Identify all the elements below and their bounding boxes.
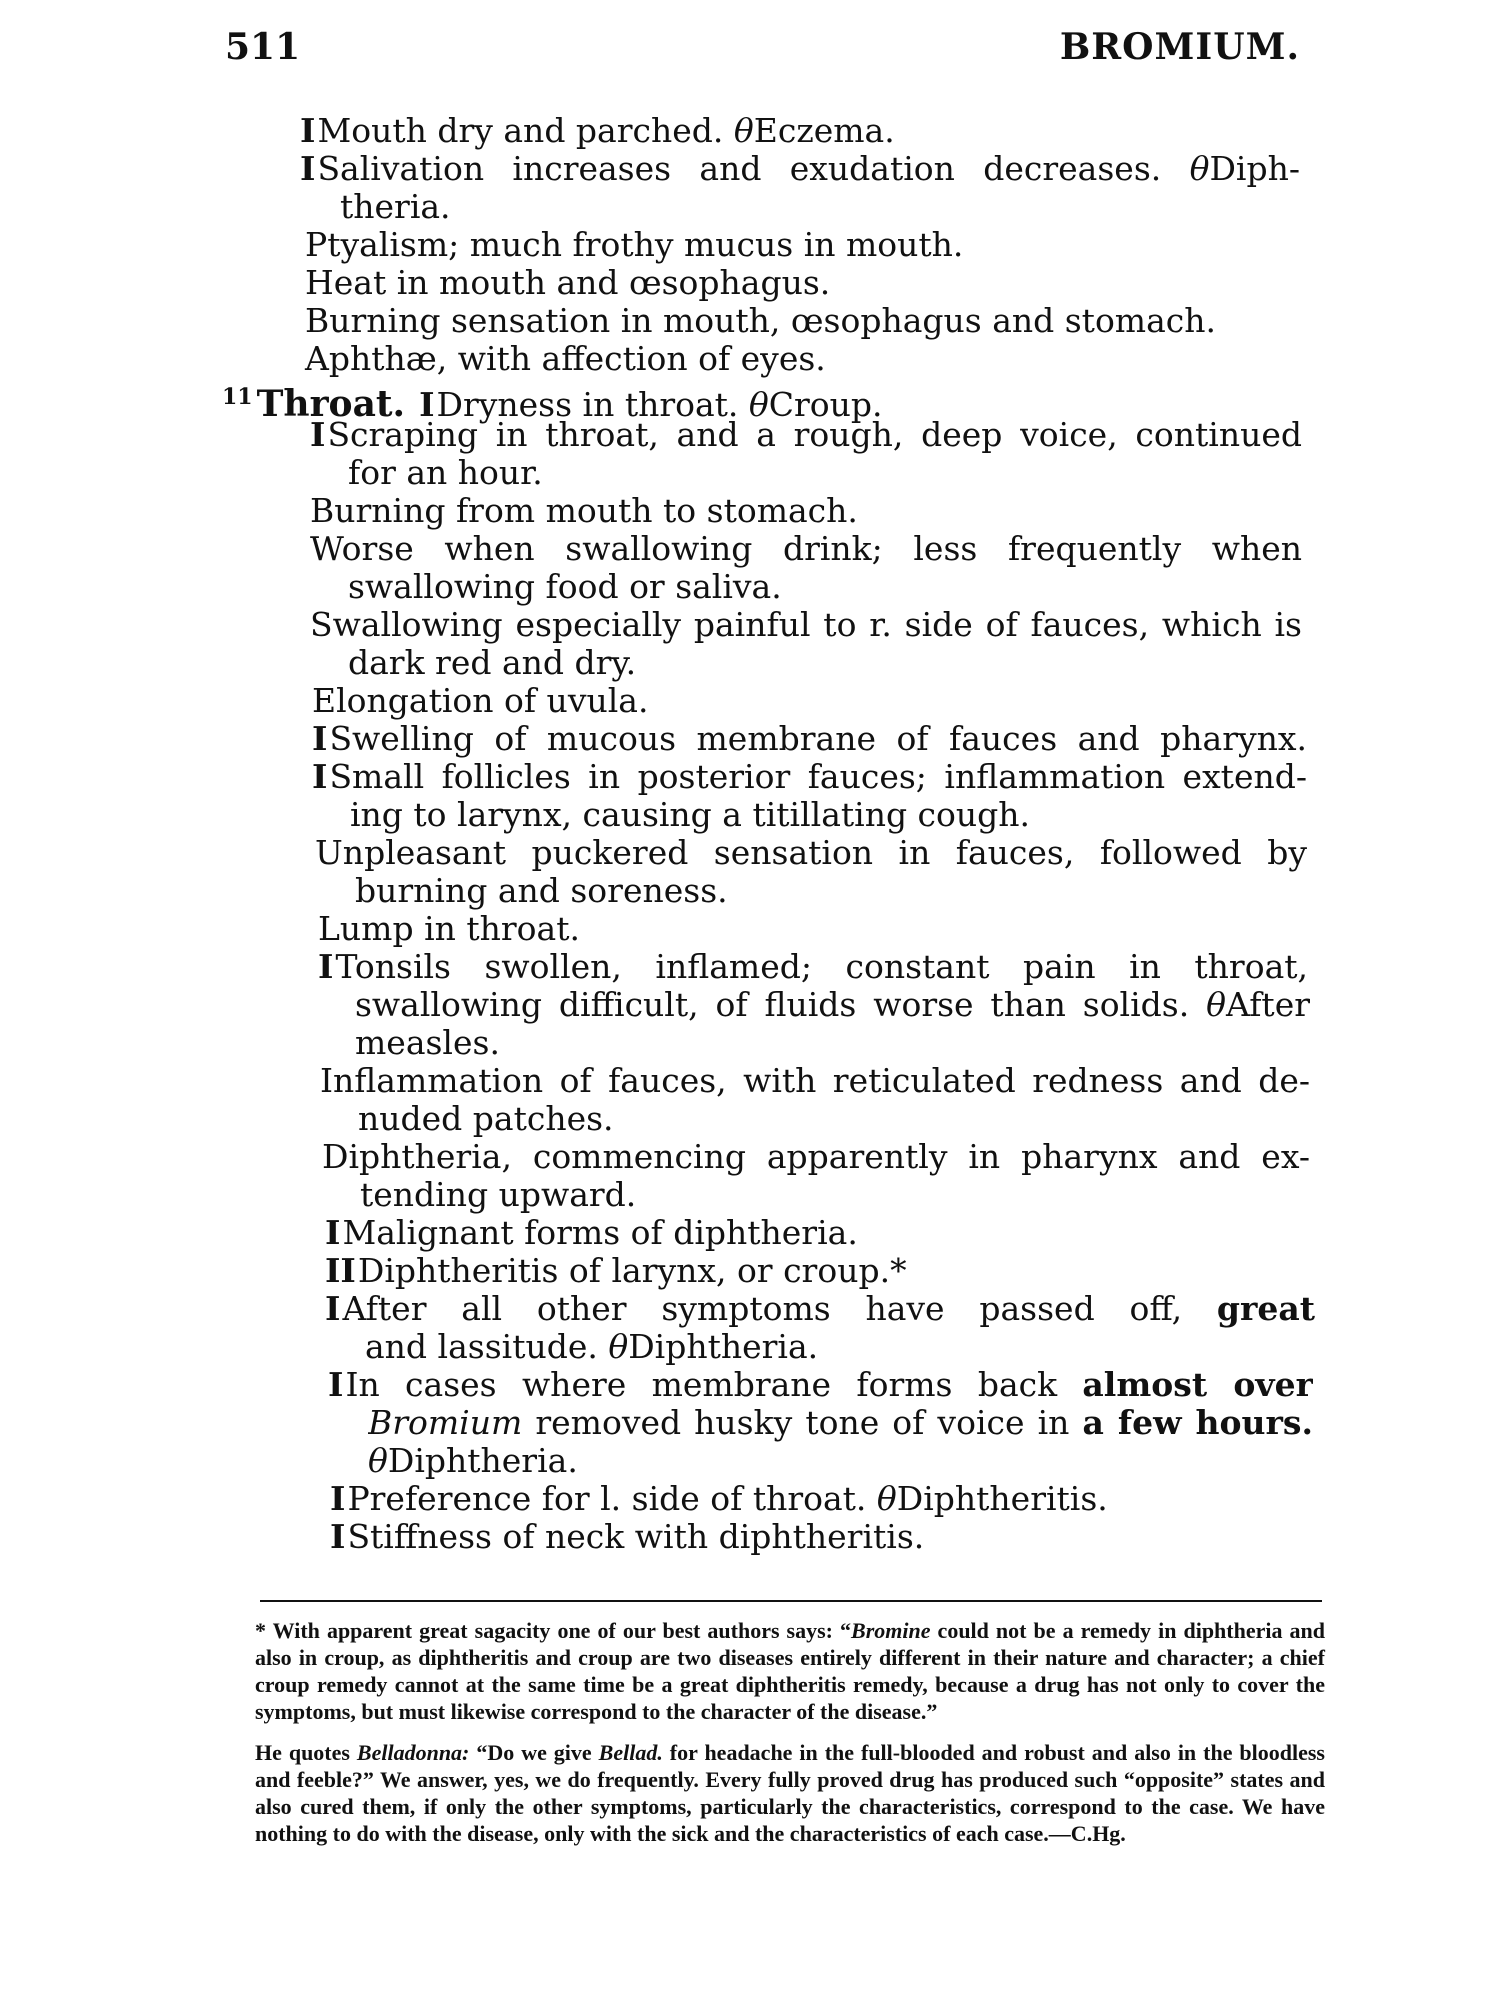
symptom-line-continuation (368, 1442, 578, 1480)
symptom-line-continuation (360, 1176, 636, 1214)
symptom-line (310, 492, 858, 530)
line-text: Tonsils swollen, inflamed; constant pain in throat, (335, 948, 1308, 986)
condition-text: Diph- (1209, 150, 1300, 188)
line-marker: I (325, 1290, 341, 1328)
line-text: Lump in throat. (318, 909, 580, 948)
symptom-line (315, 834, 1307, 872)
symptom-line (312, 720, 1307, 758)
theta-symbol: θ (733, 111, 754, 150)
footnote-text: * With apparent great sagacity one of our best authors says: “ (255, 1618, 852, 1643)
section-number: 11 (222, 384, 253, 410)
line-text: and lassitude. (365, 1327, 609, 1366)
line-text: Mouth dry and parched. (317, 111, 734, 150)
symptom-line-continuation (358, 1100, 614, 1138)
symptom-line-continuation (348, 454, 543, 492)
line-text: tending upward. (360, 1175, 637, 1214)
line-text: Swelling of mucous membrane of fauces and pharynx. (329, 720, 1307, 758)
symptom-line (325, 1214, 858, 1252)
running-head: BROMIUM. (1059, 26, 1300, 68)
line-marker: I (312, 720, 328, 758)
line-marker: II (325, 1251, 356, 1290)
emphasis-text: almost over (1082, 1366, 1313, 1404)
symptom-line-continuation (348, 644, 636, 682)
line-text: removed husky tone of voice in (522, 1404, 1083, 1442)
line-text: Burning sensation in mouth, œsophagus and stomach. (305, 301, 1216, 340)
remedy-name: Bromium (368, 1404, 523, 1442)
theta-symbol: θ (748, 385, 769, 424)
line-text: for an hour. (348, 453, 543, 492)
condition-text: Croup. (768, 385, 883, 424)
line-text: nuded patches. (358, 1099, 614, 1138)
symptom-line (305, 302, 1216, 340)
line-text: Inflammation of fauces, with reticulated redness and de- (320, 1062, 1310, 1100)
line-marker: I (328, 1366, 344, 1404)
theta-symbol: θ (368, 1441, 388, 1480)
line-text: Scraping in throat, and a rough, deep voice, continued (327, 416, 1302, 454)
symptom-line (310, 530, 1302, 568)
line-marker: I (330, 1479, 346, 1518)
condition-text: Eczema. (753, 111, 895, 150)
condition-text: After (1225, 986, 1310, 1024)
footnote-divider (260, 1600, 1322, 1602)
line-text: Malignant forms of diphtheria. (342, 1213, 858, 1252)
theta-symbol: θ (876, 1479, 897, 1518)
line-text: swallowing difficult, of fluids worse than solids. (355, 986, 1207, 1024)
line-text: Stiffness of neck with diphtheritis. (347, 1517, 925, 1556)
symptom-line (305, 264, 830, 302)
symptom-line (318, 910, 580, 948)
page-number: 511 (225, 26, 301, 68)
line-text: Small follicles in posterior fauces; inflammation extend- (329, 758, 1307, 796)
theta-symbol: θ (1189, 150, 1210, 188)
line-marker: I (312, 758, 328, 796)
line-text: burning and soreness. (355, 871, 728, 910)
symptom-line-continuation (368, 1404, 1313, 1442)
emphasis-text: great (1216, 1290, 1315, 1328)
line-text: ing to larynx, causing a titillating cough. (350, 795, 1031, 834)
symptom-line (312, 758, 1307, 796)
theta-symbol: θ (1206, 986, 1226, 1024)
symptom-line (325, 1252, 907, 1290)
symptom-line-continuation (340, 188, 451, 226)
line-text: In cases where membrane forms back (345, 1366, 1083, 1404)
symptom-line (322, 1138, 1310, 1176)
line-text: Dryness in throat. (436, 385, 749, 424)
symptom-line (300, 150, 1300, 188)
section-title: Throat. (256, 383, 406, 425)
symptom-line (318, 948, 1308, 986)
footnote-italic: Bellad. (598, 1740, 663, 1765)
footnotes (255, 1617, 1325, 1861)
line-text: swallowing food or saliva. (348, 567, 782, 606)
page-header (225, 26, 1300, 76)
emphasis-text: a few hours. (1082, 1404, 1313, 1442)
line-text: Burning from mouth to stomach. (310, 491, 858, 530)
symptom-line (305, 340, 826, 378)
symptom-line (312, 682, 648, 720)
symptom-line (305, 226, 963, 264)
line-marker: I (300, 111, 316, 150)
symptom-line (300, 112, 895, 150)
line-text: After all other symptoms have passed off, (342, 1290, 1217, 1328)
line-marker: I (310, 416, 326, 454)
line-text: Preference for l. side of throat. (347, 1479, 877, 1518)
condition-text: Diphtheria. (387, 1441, 578, 1480)
line-marker: I (300, 150, 316, 188)
line-text: Unpleasant puckered sensation in fauces, followed by (315, 834, 1307, 872)
line-text: Swallowing especially painful to r. side of fauces, which is (310, 606, 1302, 644)
line-text: Diphtheria, commencing apparently in pharynx and ex- (322, 1138, 1310, 1176)
symptom-line (310, 416, 1302, 454)
symptom-line-continuation (348, 568, 782, 606)
line-text: Ptyalism; much frothy mucus in mouth. (305, 225, 964, 264)
symptom-line-continuation (355, 1024, 500, 1062)
line-text: measles. (355, 1023, 500, 1062)
line-text: Aphthæ, with affection of eyes. (305, 339, 826, 378)
symptom-line-continuation (355, 872, 728, 910)
footnote (255, 1739, 1325, 1847)
line-text: Salivation increases and exudation decreases. (317, 150, 1190, 188)
line-text: Heat in mouth and œsophagus. (305, 263, 831, 302)
footnote-italic: Bromine (851, 1618, 931, 1643)
line-marker: I (325, 1213, 341, 1252)
line-text: Elongation of uvula. (312, 681, 649, 720)
symptom-line (330, 1518, 924, 1556)
symptom-line (328, 1366, 1313, 1404)
line-text: dark red and dry. (348, 643, 637, 682)
line-marker: I (318, 948, 334, 986)
footnote-text: He quotes (255, 1740, 357, 1765)
symptom-line (320, 1062, 1310, 1100)
footnote-text: “Do we give (469, 1740, 599, 1765)
line-text: Worse when swallowing drink; less frequently when (310, 530, 1302, 568)
footnote-text: for headache in the full-blooded and robust and also in the bloodless and feeble?” We answer, yes, we do frequently. Every fully proved drug has produced such “opposite” states and also cured them, if only the other symptoms, particularly the characteristics, correspond to the case. We have nothing to do with the disease, only with the sick and the characteristics of each case.—C.Hg. (255, 1740, 1325, 1846)
footnote (255, 1617, 1325, 1725)
symptom-line (330, 1480, 1108, 1518)
line-text: theria. (340, 187, 451, 226)
theta-symbol: θ (608, 1327, 629, 1366)
symptom-line (325, 1290, 1315, 1328)
symptom-line (310, 606, 1302, 644)
symptom-line-continuation (365, 1328, 818, 1366)
condition-text: Diphtheria. (628, 1327, 819, 1366)
footnote-italic: Belladonna: (356, 1740, 470, 1765)
symptom-line-continuation (355, 986, 1310, 1024)
line-text: Diphtheritis of larynx, or croup.* (357, 1251, 907, 1290)
line-marker: I (419, 385, 435, 424)
line-marker: I (330, 1517, 346, 1556)
condition-text: Diphtheritis. (896, 1479, 1108, 1518)
symptom-line-continuation (350, 796, 1030, 834)
footnote-text: could not be a remedy in diphtheria and also in croup, as diphtheritis and croup are two diseases entirely different in their nature and character; a chief croup remedy cannot at the same time be a great diphtheritis remedy, because a drug has not only to cover the symptoms, but must likewise correspond to the character of the disease.” (255, 1618, 1325, 1724)
